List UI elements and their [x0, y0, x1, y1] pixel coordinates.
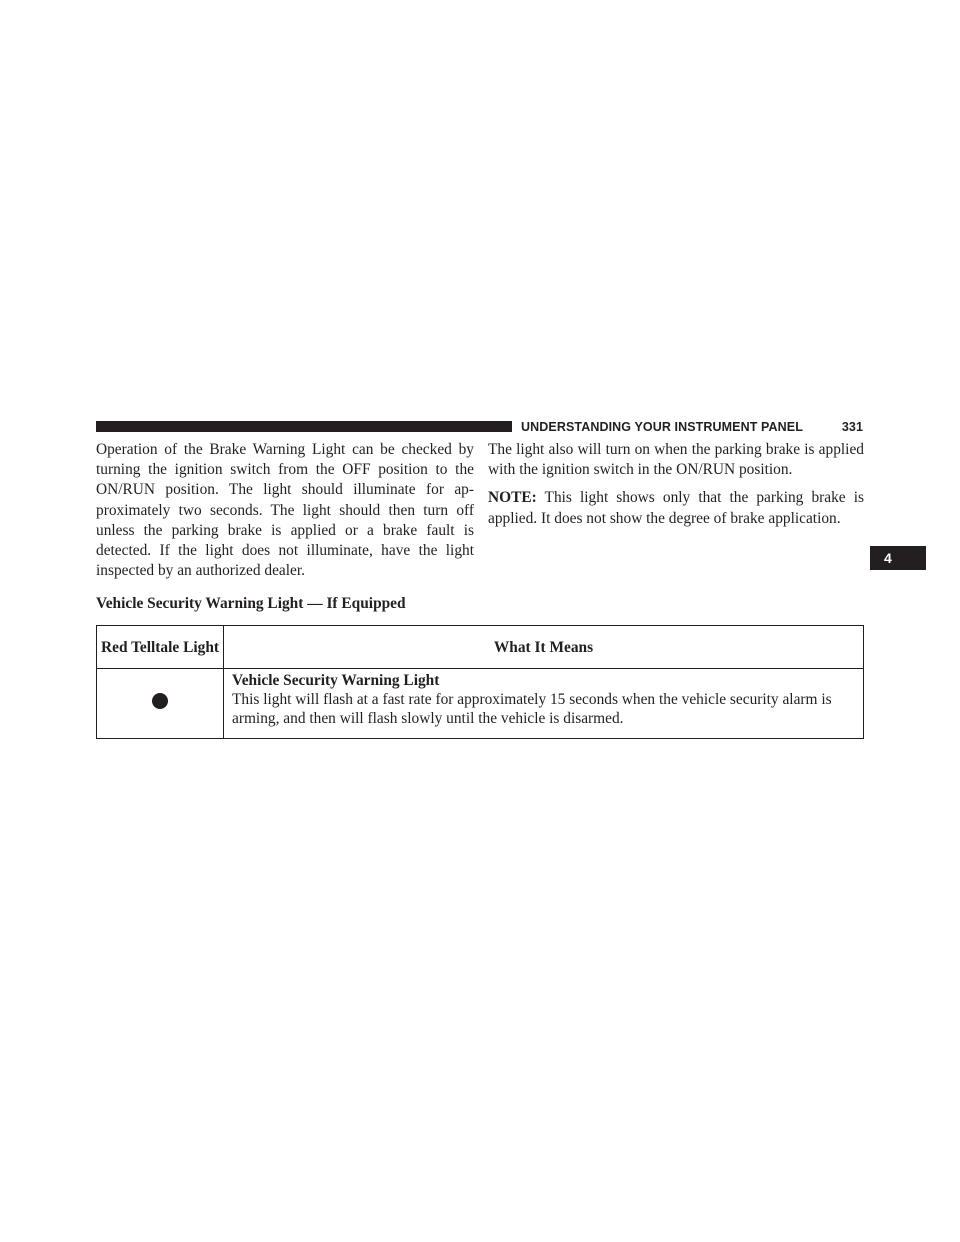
security-light-icon — [152, 693, 168, 709]
table-header-row — [97, 626, 864, 669]
col-header-meaning: What It Means — [224, 626, 864, 669]
meaning-cell — [224, 669, 864, 739]
header-rule — [96, 421, 512, 432]
note-text: This light shows only that the parking brake is applied. It does not show the degree of brake application. — [488, 489, 864, 527]
row-description: This light will flash at a fast rate for approximately 15 seconds when the vehicle security alarm is arming, and then will flash slowly until the vehicle is disarmed. — [232, 691, 832, 727]
section-heading: Vehicle Security Warning Light — If Equipped — [96, 595, 406, 612]
header-title-text: UNDERSTANDING YOUR INSTRUMENT PANEL — [521, 420, 803, 434]
telltale-table — [96, 625, 864, 739]
running-header — [521, 419, 863, 435]
note-paragraph — [488, 488, 864, 528]
parking-brake-paragraph: The light also will turn on when the parking brake is applied with the ignition switch in the ON/RUN position. — [488, 441, 864, 479]
note-label: NOTE: — [488, 489, 537, 507]
left-column — [96, 440, 474, 581]
telltale-icon-cell — [97, 669, 224, 739]
brake-light-check-paragraph: Operation of the Brake Warning Light can be checked by turning the ignition switch from the OFF position to the ON/RUN position. The light should illuminate for approximately two seconds. The light should then turn off unless the parking brake is applied or a brake fault is detected. If the light does not illuminate, have the light inspected by an authorized dealer. — [96, 441, 474, 580]
page-number: 331 — [841, 420, 863, 434]
row-title: Vehicle Security Warning Light — [232, 672, 440, 689]
table-row — [97, 669, 864, 739]
right-column — [488, 440, 864, 529]
col-header-telltale: Red Telltale Light — [97, 626, 224, 669]
chapter-tab: 4 — [870, 546, 926, 570]
